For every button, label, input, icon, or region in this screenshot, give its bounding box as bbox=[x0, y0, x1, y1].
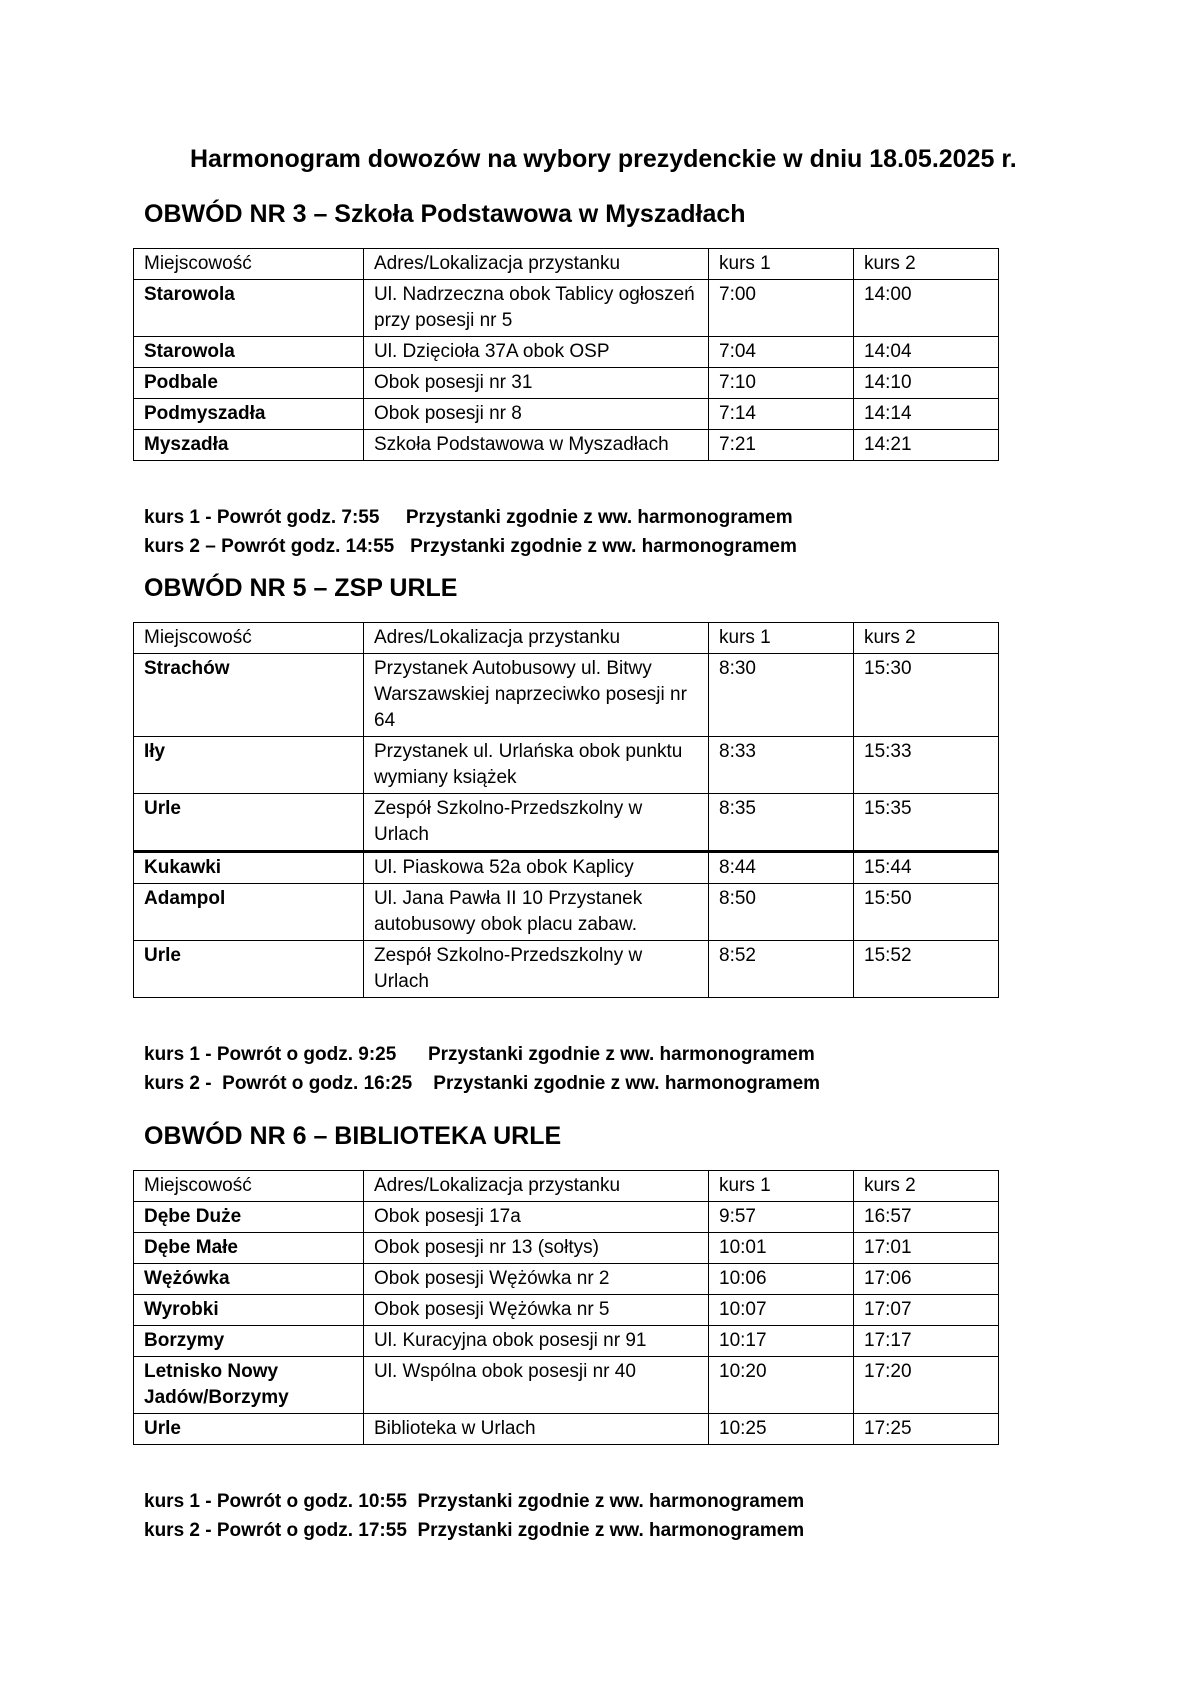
town-cell: Letnisko Nowy Jadów/Borzymy bbox=[134, 1357, 364, 1414]
address-cell: Ul. Nadrzeczna obok Tablicy ogłoszeń przy posesji nr 5 bbox=[364, 280, 709, 337]
address-cell: Obok posesji Wężówka nr 2 bbox=[364, 1264, 709, 1295]
kurs-1-cell: 10:20 bbox=[709, 1357, 854, 1414]
table-row bbox=[134, 941, 999, 998]
kurs-2-cell: 17:20 bbox=[854, 1357, 999, 1414]
address-cell: Zespół Szkolno-Przedszkolny w Urlach bbox=[364, 941, 709, 998]
town-cell: Podbale bbox=[134, 368, 364, 399]
table-row bbox=[134, 654, 999, 737]
table-row bbox=[134, 852, 999, 884]
kurs-1-cell: 8:35 bbox=[709, 794, 854, 852]
address-cell: Zespół Szkolno-Przedszkolny w Urlach bbox=[364, 794, 709, 852]
header-address: Adres/Lokalizacja przystanku bbox=[364, 249, 709, 280]
kurs-2-cell: 15:35 bbox=[854, 794, 999, 852]
document-title: Harmonogram dowozów na wybory prezydenckie w dniu 18.05.2025 r. bbox=[190, 145, 1017, 173]
table-row bbox=[134, 794, 999, 852]
kurs-1-cell: 8:52 bbox=[709, 941, 854, 998]
table-header-row bbox=[134, 249, 999, 280]
kurs-2-cell: 17:07 bbox=[854, 1295, 999, 1326]
kurs-2-cell: 14:04 bbox=[854, 337, 999, 368]
section-title: OBWÓD NR 5 – ZSP URLE bbox=[144, 574, 458, 602]
table-header-row bbox=[134, 623, 999, 654]
note-kurs-1: kurs 1 - Powrót godz. 7:55 Przystanki zgodnie z ww. harmonogramem bbox=[144, 507, 793, 528]
kurs-1-cell: 7:04 bbox=[709, 337, 854, 368]
header-town: Miejscowość bbox=[134, 623, 364, 654]
table-row bbox=[134, 337, 999, 368]
town-cell: Adampol bbox=[134, 884, 364, 941]
header-address: Adres/Lokalizacja przystanku bbox=[364, 1171, 709, 1202]
table-row bbox=[134, 1414, 999, 1445]
table-row bbox=[134, 1233, 999, 1264]
kurs-1-cell: 10:06 bbox=[709, 1264, 854, 1295]
table-row bbox=[134, 430, 999, 461]
address-cell: Obok posesji 17a bbox=[364, 1202, 709, 1233]
address-cell: Obok posesji nr 8 bbox=[364, 399, 709, 430]
kurs-2-cell: 17:06 bbox=[854, 1264, 999, 1295]
table-row bbox=[134, 884, 999, 941]
return-notes bbox=[144, 1040, 998, 1098]
header-kurs-1: kurs 1 bbox=[709, 623, 854, 654]
town-cell: Urle bbox=[134, 794, 364, 852]
section-obwod-5 bbox=[133, 572, 998, 1098]
address-cell: Obok posesji Wężówka nr 5 bbox=[364, 1295, 709, 1326]
kurs-2-cell: 14:00 bbox=[854, 280, 999, 337]
address-cell: Ul. Jana Pawła II 10 Przystanek autobusowy obok placu zabaw. bbox=[364, 884, 709, 941]
table-row bbox=[134, 1326, 999, 1357]
kurs-2-cell: 15:52 bbox=[854, 941, 999, 998]
kurs-1-cell: 7:10 bbox=[709, 368, 854, 399]
town-cell: Kukawki bbox=[134, 852, 364, 884]
town-cell: Myszadła bbox=[134, 430, 364, 461]
kurs-1-cell: 8:50 bbox=[709, 884, 854, 941]
table-row bbox=[134, 399, 999, 430]
section-title: OBWÓD NR 6 – BIBLIOTEKA URLE bbox=[144, 1122, 562, 1150]
return-notes bbox=[144, 503, 998, 561]
address-cell: Biblioteka w Urlach bbox=[364, 1414, 709, 1445]
kurs-1-cell: 9:57 bbox=[709, 1202, 854, 1233]
kurs-1-cell: 10:07 bbox=[709, 1295, 854, 1326]
kurs-2-cell: 15:44 bbox=[854, 852, 999, 884]
note-kurs-2: kurs 2 - Powrót o godz. 16:25 Przystanki zgodnie z ww. harmonogramem bbox=[144, 1073, 821, 1094]
kurs-2-cell: 15:50 bbox=[854, 884, 999, 941]
kurs-2-cell: 14:21 bbox=[854, 430, 999, 461]
return-notes bbox=[144, 1487, 998, 1545]
address-cell: Ul. Piaskowa 52a obok Kaplicy bbox=[364, 852, 709, 884]
town-cell: Borzymy bbox=[134, 1326, 364, 1357]
table-row bbox=[134, 737, 999, 794]
section-obwod-3 bbox=[133, 198, 998, 561]
town-cell: Starowola bbox=[134, 280, 364, 337]
table-row bbox=[134, 280, 999, 337]
town-cell: Dębe Duże bbox=[134, 1202, 364, 1233]
kurs-2-cell: 17:01 bbox=[854, 1233, 999, 1264]
town-cell: Podmyszadła bbox=[134, 399, 364, 430]
kurs-2-cell: 15:33 bbox=[854, 737, 999, 794]
schedule-table bbox=[133, 622, 999, 998]
town-cell: Strachów bbox=[134, 654, 364, 737]
header-kurs-1: kurs 1 bbox=[709, 249, 854, 280]
town-cell: Iły bbox=[134, 737, 364, 794]
table-row bbox=[134, 1264, 999, 1295]
table-row bbox=[134, 1202, 999, 1233]
header-kurs-1: kurs 1 bbox=[709, 1171, 854, 1202]
kurs-1-cell: 8:30 bbox=[709, 654, 854, 737]
kurs-2-cell: 17:25 bbox=[854, 1414, 999, 1445]
kurs-2-cell: 16:57 bbox=[854, 1202, 999, 1233]
table-row bbox=[134, 1295, 999, 1326]
address-cell: Obok posesji nr 31 bbox=[364, 368, 709, 399]
note-kurs-2: kurs 2 – Powrót godz. 14:55 Przystanki zgodnie z ww. harmonogramem bbox=[144, 536, 797, 557]
kurs-2-cell: 14:14 bbox=[854, 399, 999, 430]
schedule-table bbox=[133, 248, 999, 461]
address-cell: Ul. Dzięcioła 37A obok OSP bbox=[364, 337, 709, 368]
table-row bbox=[134, 368, 999, 399]
town-cell: Dębe Małe bbox=[134, 1233, 364, 1264]
table-header-row bbox=[134, 1171, 999, 1202]
kurs-1-cell: 8:44 bbox=[709, 852, 854, 884]
address-cell: Przystanek ul. Urlańska obok punktu wymiany książek bbox=[364, 737, 709, 794]
table-row bbox=[134, 1357, 999, 1414]
address-cell: Ul. Wspólna obok posesji nr 40 bbox=[364, 1357, 709, 1414]
note-kurs-1: kurs 1 - Powrót o godz. 10:55 Przystanki zgodnie z ww. harmonogramem bbox=[144, 1491, 805, 1512]
town-cell: Urle bbox=[134, 941, 364, 998]
note-kurs-1: kurs 1 - Powrót o godz. 9:25 Przystanki zgodnie z ww. harmonogramem bbox=[144, 1044, 815, 1065]
kurs-1-cell: 10:25 bbox=[709, 1414, 854, 1445]
town-cell: Starowola bbox=[134, 337, 364, 368]
town-cell: Urle bbox=[134, 1414, 364, 1445]
kurs-2-cell: 15:30 bbox=[854, 654, 999, 737]
address-cell: Obok posesji nr 13 (sołtys) bbox=[364, 1233, 709, 1264]
note-kurs-2: kurs 2 - Powrót o godz. 17:55 Przystanki zgodnie z ww. harmonogramem bbox=[144, 1520, 805, 1541]
kurs-1-cell: 7:21 bbox=[709, 430, 854, 461]
header-town: Miejscowość bbox=[134, 1171, 364, 1202]
address-cell: Ul. Kuracyjna obok posesji nr 91 bbox=[364, 1326, 709, 1357]
town-cell: Wyrobki bbox=[134, 1295, 364, 1326]
kurs-1-cell: 10:17 bbox=[709, 1326, 854, 1357]
header-kurs-2: kurs 2 bbox=[854, 1171, 999, 1202]
header-kurs-2: kurs 2 bbox=[854, 249, 999, 280]
header-town: Miejscowość bbox=[134, 249, 364, 280]
header-kurs-2: kurs 2 bbox=[854, 623, 999, 654]
kurs-1-cell: 10:01 bbox=[709, 1233, 854, 1264]
schedule-table bbox=[133, 1170, 999, 1445]
address-cell: Szkoła Podstawowa w Myszadłach bbox=[364, 430, 709, 461]
header-address: Adres/Lokalizacja przystanku bbox=[364, 623, 709, 654]
kurs-1-cell: 7:14 bbox=[709, 399, 854, 430]
kurs-1-cell: 8:33 bbox=[709, 737, 854, 794]
section-title: OBWÓD NR 3 – Szkoła Podstawowa w Myszadłach bbox=[144, 200, 746, 228]
kurs-2-cell: 17:17 bbox=[854, 1326, 999, 1357]
kurs-2-cell: 14:10 bbox=[854, 368, 999, 399]
kurs-1-cell: 7:00 bbox=[709, 280, 854, 337]
section-obwod-6 bbox=[133, 1120, 998, 1545]
town-cell: Wężówka bbox=[134, 1264, 364, 1295]
address-cell: Przystanek Autobusowy ul. Bitwy Warszawskiej naprzeciwko posesji nr 64 bbox=[364, 654, 709, 737]
